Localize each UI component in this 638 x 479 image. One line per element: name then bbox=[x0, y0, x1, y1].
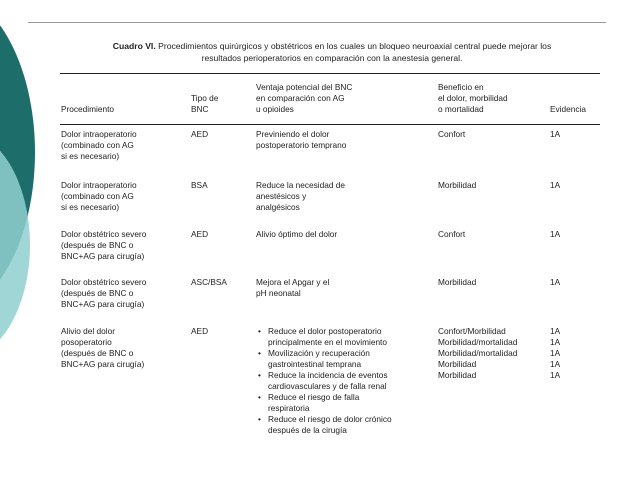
header-ventaja-line: en comparación con AG bbox=[256, 93, 345, 103]
header-ventaja bbox=[256, 82, 352, 115]
bullet-line: Movilización y recuperación bbox=[268, 348, 370, 358]
cell-line: (después de BNC o bbox=[61, 348, 134, 358]
table-row-beneficio: Confort bbox=[438, 229, 466, 239]
header-beneficio-line: o mortalidad bbox=[438, 104, 484, 114]
table-row-ventaja bbox=[256, 180, 345, 213]
header-tipo-line: Tipo de bbox=[191, 93, 219, 103]
header-beneficio bbox=[438, 82, 508, 115]
caption-line1: Procedimientos quirúrgicos y obstétricos en los cuales un bloqueo neuroaxial central puede mejorar los bbox=[158, 41, 552, 51]
bullet-icon: • bbox=[258, 326, 261, 336]
table-row-tipo: AED bbox=[191, 129, 209, 139]
cell-line: posoperatorio bbox=[61, 337, 112, 347]
caption-line2: resultados perioperatorios en comparación con la anestesia general. bbox=[201, 53, 463, 63]
cell-line: Alivio óptimo del dolor bbox=[256, 229, 338, 239]
bullet-line: después de la cirugía bbox=[268, 425, 347, 435]
cell-line: Previniendo el dolor bbox=[256, 129, 330, 139]
table-row-tipo: AED bbox=[191, 326, 209, 336]
bullet-item bbox=[256, 414, 392, 436]
header-ventaja-line: u opioides bbox=[256, 104, 294, 114]
table-row-evidencia: 1A bbox=[550, 229, 561, 239]
header-tipo-line: BNC bbox=[191, 104, 209, 114]
bullet-icon: • bbox=[258, 370, 261, 380]
cell-line: (después de BNC o bbox=[61, 288, 134, 298]
table-row-evidencia: 1A bbox=[550, 277, 561, 287]
table-row-procedimiento bbox=[61, 229, 146, 262]
table-header-rule bbox=[60, 124, 600, 125]
bullet-icon: • bbox=[258, 348, 261, 358]
bullet-line: Reduce el riesgo de dolor crónico bbox=[268, 414, 392, 424]
table-row-tipo: ASC/BSA bbox=[191, 277, 227, 287]
cell-line: Morbilidad bbox=[438, 370, 477, 380]
table-row-procedimiento bbox=[61, 180, 137, 213]
bullet-line: respiratoria bbox=[268, 403, 310, 413]
cell-line: Morbilidad/mortalidad bbox=[438, 337, 518, 347]
table-row-procedimiento bbox=[61, 277, 146, 310]
ventaja-bullet-list bbox=[256, 326, 392, 436]
bullet-icon: • bbox=[258, 414, 261, 424]
cell-line: (combinado con AG bbox=[61, 140, 134, 150]
header-tipo bbox=[191, 93, 218, 115]
bullet-line: Reduce el dolor postoperatorio bbox=[268, 326, 382, 336]
header-beneficio-line: Beneficio en bbox=[438, 82, 484, 92]
cell-line: BNC+AG para cirugía) bbox=[61, 299, 145, 309]
caption-label: Cuadro VI. bbox=[112, 41, 156, 51]
cell-line: Dolor intraoperatorio bbox=[61, 180, 137, 190]
table-row-procedimiento bbox=[61, 129, 137, 162]
table-row-ventaja bbox=[256, 129, 346, 151]
cell-line: (después de BNC o bbox=[61, 240, 134, 250]
bullet-item bbox=[256, 392, 392, 414]
table-row-ventaja bbox=[256, 229, 337, 240]
header-procedimiento: Procedimiento bbox=[61, 104, 115, 114]
table-row-beneficio: Morbilidad bbox=[438, 277, 477, 287]
cell-line: 1A bbox=[550, 326, 561, 336]
table-row-beneficio: Morbilidad bbox=[438, 180, 477, 190]
cell-line: Confort/Morbilidad bbox=[438, 326, 506, 336]
cell-line: Morbilidad/mortalidad bbox=[438, 348, 518, 358]
cell-line: analgésicos bbox=[256, 202, 300, 212]
header-ventaja-line: Ventaja potencial del BNC bbox=[256, 82, 353, 92]
table-row-beneficio bbox=[438, 326, 517, 381]
cell-line: BNC+AG para cirugía) bbox=[61, 359, 145, 369]
cell-line: Dolor intraoperatorio bbox=[61, 129, 137, 139]
bullet-item bbox=[256, 370, 392, 392]
table-row-tipo: BSA bbox=[191, 180, 208, 190]
table-row-evidencia: 1A bbox=[550, 180, 561, 190]
bullet-line: Reduce el riesgo de falla bbox=[268, 392, 360, 402]
cell-line: Dolor obstétrico severo bbox=[61, 277, 147, 287]
top-divider bbox=[28, 22, 606, 23]
cell-line: anestésicos y bbox=[256, 191, 307, 201]
cell-line: Reduce la necesidad de bbox=[256, 180, 346, 190]
bullet-line: Reduce la incidencia de eventos bbox=[268, 370, 388, 380]
table-row-beneficio: Confort bbox=[438, 129, 466, 139]
table-row-ventaja bbox=[256, 277, 329, 299]
cell-line: 1A bbox=[550, 348, 561, 358]
slide-decoration bbox=[0, 0, 60, 479]
cell-line: BNC+AG para cirugía) bbox=[61, 251, 145, 261]
cell-line: Alivio del dolor bbox=[61, 326, 115, 336]
header-evidencia: Evidencia bbox=[550, 104, 586, 114]
table-row-evidencia bbox=[550, 326, 560, 381]
cell-line: pH neonatal bbox=[256, 288, 301, 298]
cell-line: 1A bbox=[550, 359, 561, 369]
cell-line: (combinado con AG bbox=[61, 191, 134, 201]
table-caption bbox=[62, 40, 602, 64]
cell-line: si es necesario) bbox=[61, 151, 120, 161]
bullet-line: principalmente en el movimiento bbox=[268, 337, 387, 347]
cell-line: 1A bbox=[550, 337, 561, 347]
cell-line: si es necesario) bbox=[61, 202, 120, 212]
table-row-tipo: AED bbox=[191, 229, 209, 239]
cell-line: Dolor obstétrico severo bbox=[61, 229, 147, 239]
bullet-line: gastrointestinal temprana bbox=[268, 359, 362, 369]
bullet-item bbox=[256, 326, 392, 348]
header-beneficio-line: el dolor, morbilidad bbox=[438, 93, 508, 103]
bullet-item bbox=[256, 348, 392, 370]
cell-line: 1A bbox=[550, 370, 561, 380]
table-top-rule bbox=[60, 73, 600, 74]
cell-line: Mejora el Apgar y el bbox=[256, 277, 330, 287]
table-row-evidencia: 1A bbox=[550, 129, 561, 139]
bullet-line: cardiovasculares y de falla renal bbox=[268, 381, 387, 391]
cell-line: postoperatorio temprano bbox=[256, 140, 347, 150]
cell-line: Morbilidad bbox=[438, 359, 477, 369]
table-row-procedimiento bbox=[61, 326, 144, 370]
bullet-icon: • bbox=[258, 392, 261, 402]
